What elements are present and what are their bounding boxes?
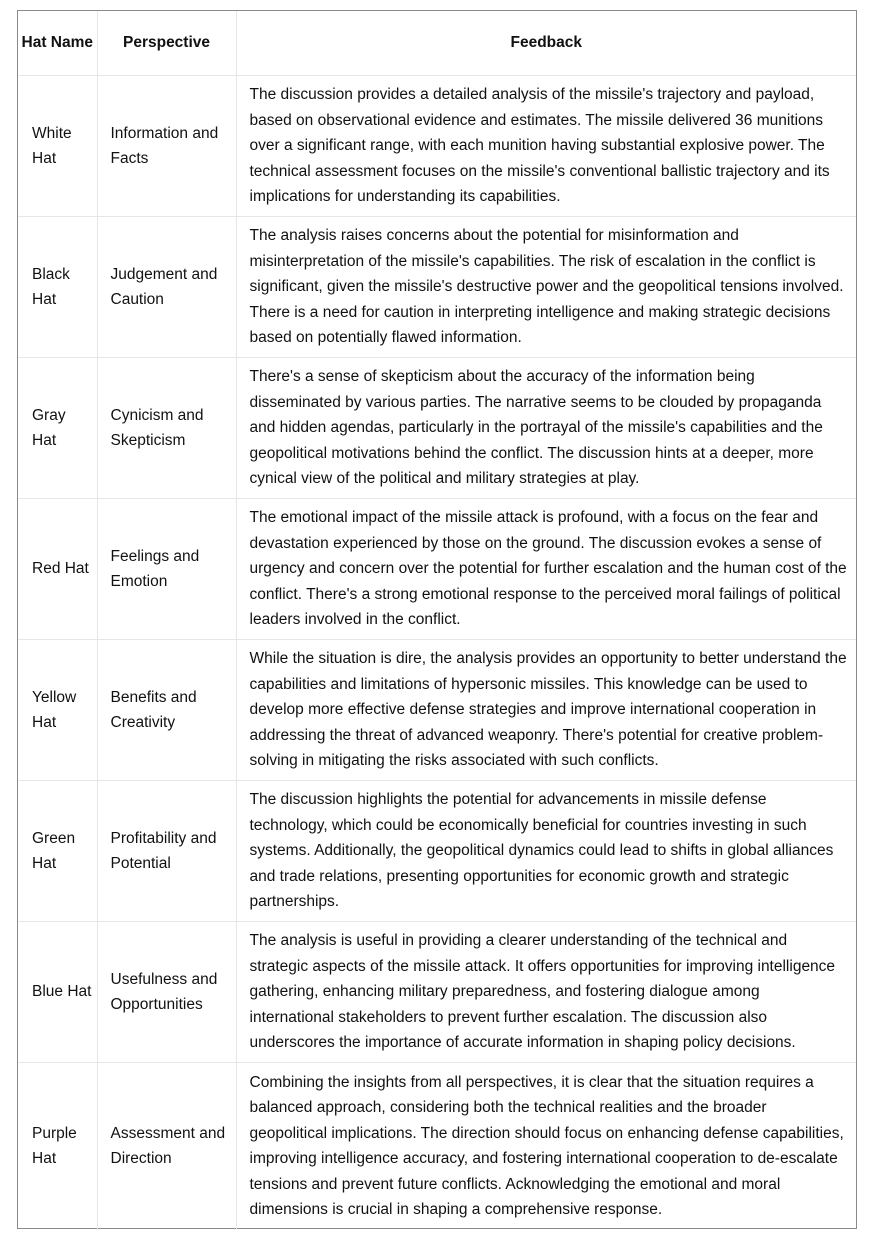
feedback-cell: The analysis raises concerns about the potential for misinformation and misinterpretation of the missile's capabilities. The risk of escalation in the conflict is significant, given the missile's destructive power and the geopolitical tensions involved. There is a need for caution in interpreting intelligence and making strategic decisions based on potentially flawed information. [236,217,856,358]
table-row [18,1063,856,1230]
header-perspective: Perspective [97,11,236,76]
table-row [18,640,856,781]
perspective-cell: Benefits and Creativity [97,640,236,781]
perspective-cell: Profitability and Potential [97,781,236,922]
perspective-cell: Judgement and Caution [97,217,236,358]
feedback-cell: While the situation is dire, the analysis provides an opportunity to better understand the capabilities and limitations of hypersonic missiles. This knowledge can be used to develop more effective defense strategies and improve international cooperation in addressing the threat of advanced weaponry. There's potential for creative problem-solving in mitigating the risks associated with such conflicts. [236,640,856,781]
table-row [18,781,856,922]
hat-name-cell: Red Hat [32,560,89,578]
table-row [18,922,856,1063]
six-hats-table-frame [17,10,857,1229]
hat-name-cell: Purple Hat [32,1124,77,1168]
table-header-row [18,11,856,76]
feedback-cell: There's a sense of skepticism about the accuracy of the information being disseminated by various parties. The narrative seems to be clouded by propaganda and hidden agendas, particularly in the portrayal of the missile's capabilities and the geopolitical motivations behind the conflict. The discussion hints at a deeper, more cynical view of the political and military strategies at play. [236,358,856,499]
header-feedback: Feedback [236,11,856,76]
feedback-cell: The discussion highlights the potential for advancements in missile defense technology, which could be economically beneficial for countries investing in such systems. Additionally, the geopolitical dynamics could lead to shifts in global alliances and trade relations, presenting opportunities for economic growth and strategic partnerships. [236,781,856,922]
header-hat-name: Hat Name [21,34,93,51]
feedback-cell: The emotional impact of the missile attack is profound, with a focus on the fear and devastation experienced by those on the ground. The discussion evokes a sense of urgency and concern over the potential for further escalation and the human cost of the conflict. There's a strong emotional response to the perceived moral failings of political leaders involved in the conflict. [236,499,856,640]
feedback-cell: The analysis is useful in providing a clearer understanding of the technical and strategic aspects of the missile attack. It offers opportunities for improving intelligence gathering, enhancing military preparedness, and fostering dialogue among international stakeholders to prevent further escalation. The discussion also underscores the importance of accurate information in shaping policy decisions. [236,922,856,1063]
table-row [18,358,856,499]
perspective-cell: Assessment and Direction [97,1063,236,1230]
hat-name-cell: Yellow Hat [32,688,77,731]
perspective-cell: Feelings and Emotion [97,499,236,640]
hat-name-cell: Black Hat [32,265,70,308]
hat-name-cell: Blue Hat [32,983,92,1001]
hat-name-cell: White Hat [32,124,72,167]
perspective-cell: Cynicism and Skepticism [97,358,236,499]
table-row [18,76,856,217]
hat-name-cell: Green Hat [32,829,76,872]
feedback-cell: Combining the insights from all perspectives, it is clear that the situation requires a balanced approach, considering both the technical realities and the broader geopolitical implications. The direction should focus on enhancing defense capabilities, improving intelligence accuracy, and fostering international cooperation to de-escalate tensions and prevent future conflicts. Acknowledging the emotional and moral dimensions is crucial in shaping a comprehensive response. [236,1063,856,1230]
table-row [18,499,856,640]
six-hats-table [18,11,856,1230]
feedback-cell: The discussion provides a detailed analysis of the missile's trajectory and payload, based on observational evidence and estimates. The missile delivered 36 munitions over a significant range, with each munition having substantial explosive power. The technical assessment focuses on the missile's conventional ballistic trajectory and its implications for understanding its capabilities. [236,76,856,217]
perspective-cell: Usefulness and Opportunities [97,922,236,1063]
perspective-cell: Information and Facts [97,76,236,217]
hat-name-cell: Gray Hat [32,406,66,449]
table-row [18,217,856,358]
